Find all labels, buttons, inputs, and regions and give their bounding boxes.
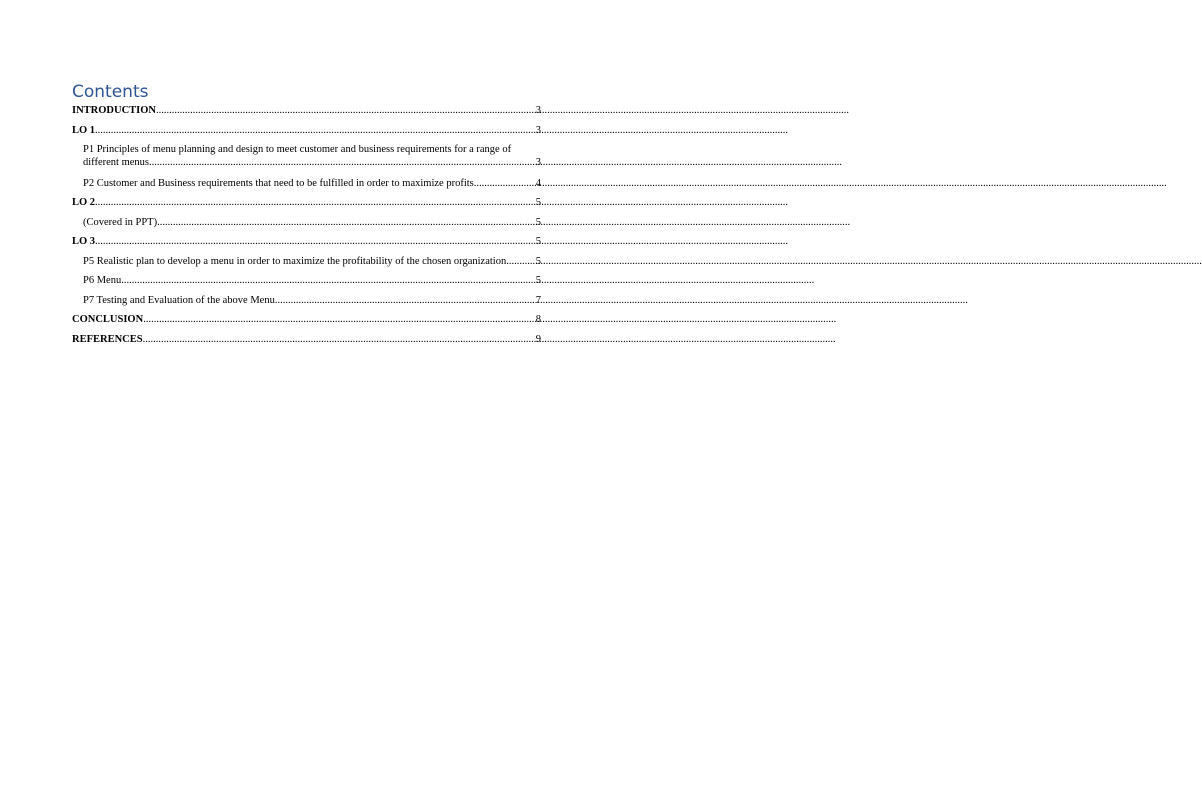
toc-page-number: 9 bbox=[535, 334, 541, 345]
toc-entry-covered-in-ppt[interactable] bbox=[83, 216, 541, 229]
toc-entry-p1[interactable] bbox=[83, 143, 541, 169]
toc-entry-lo2[interactable] bbox=[72, 196, 541, 209]
toc-entry-title: INTRODUCTION bbox=[72, 105, 157, 116]
toc-dot-leader bbox=[156, 104, 536, 117]
toc-entry-title: P5 Realistic plan to develop a menu in order to maximize the profitability of the chosen organization. bbox=[83, 256, 509, 267]
toc-dot-leader bbox=[275, 294, 536, 307]
toc-page-number: 3 bbox=[535, 157, 541, 168]
toc-dot-leader bbox=[149, 156, 536, 169]
toc-entry-title: (Covered in PPT) bbox=[83, 217, 158, 228]
toc-entry-references[interactable] bbox=[72, 333, 541, 346]
toc-entry-title: P6 Menu bbox=[83, 275, 122, 286]
toc-entry-title: P7 Testing and Evaluation of the above Menu bbox=[83, 295, 275, 306]
toc-dot-leader bbox=[95, 124, 536, 137]
toc-page-number: 5 bbox=[535, 197, 541, 208]
toc-entry-title: REFERENCES bbox=[72, 334, 143, 345]
toc-heading: Contents bbox=[72, 82, 149, 102]
toc-page-number: 8 bbox=[535, 314, 541, 325]
toc-entry-p2[interactable] bbox=[83, 177, 541, 190]
toc-dot-leader bbox=[143, 333, 536, 346]
toc-page-number: 4 bbox=[535, 178, 541, 189]
toc-page-number: 5 bbox=[535, 275, 541, 286]
toc-entry-title: LO 2 bbox=[72, 197, 96, 208]
toc-entry-lo3[interactable] bbox=[72, 235, 541, 248]
toc-dot-leader bbox=[509, 255, 536, 268]
toc-entry-lo1[interactable] bbox=[72, 124, 541, 137]
toc-page-number: 5 bbox=[535, 217, 541, 228]
toc-dot-leader bbox=[474, 177, 536, 190]
toc-entry-p5[interactable] bbox=[83, 255, 541, 268]
toc-dot-leader bbox=[143, 313, 536, 326]
toc-entry-introduction[interactable] bbox=[72, 104, 541, 117]
toc-dot-leader bbox=[157, 216, 536, 229]
toc-page-number: 3 bbox=[535, 105, 541, 116]
toc-page-number: 5 bbox=[535, 256, 541, 267]
toc-page-number: 3 bbox=[535, 125, 541, 136]
toc-entry-title: LO 1 bbox=[72, 125, 96, 136]
toc-page-number: 5 bbox=[535, 236, 541, 247]
toc-entry-title-line1: P1 Principles of menu planning and design to meet customer and business requirements for a range of bbox=[83, 144, 512, 155]
toc-entry-p7[interactable] bbox=[83, 294, 541, 307]
toc-entry-title: LO 3 bbox=[72, 236, 96, 247]
toc-entry-title: P2 Customer and Business requirements that need to be fulfilled in order to maximize profits bbox=[83, 178, 474, 189]
toc-entry-title-line2: different menus bbox=[83, 157, 149, 168]
toc-entry-p6[interactable] bbox=[83, 274, 541, 287]
toc-dot-leader bbox=[95, 235, 536, 248]
toc-entry-conclusion[interactable] bbox=[72, 313, 541, 326]
toc-dot-leader bbox=[95, 196, 536, 209]
toc-entry-title: CONCLUSION bbox=[72, 314, 144, 325]
toc-dot-leader bbox=[121, 274, 536, 287]
toc-page-number: 7 bbox=[535, 295, 541, 306]
